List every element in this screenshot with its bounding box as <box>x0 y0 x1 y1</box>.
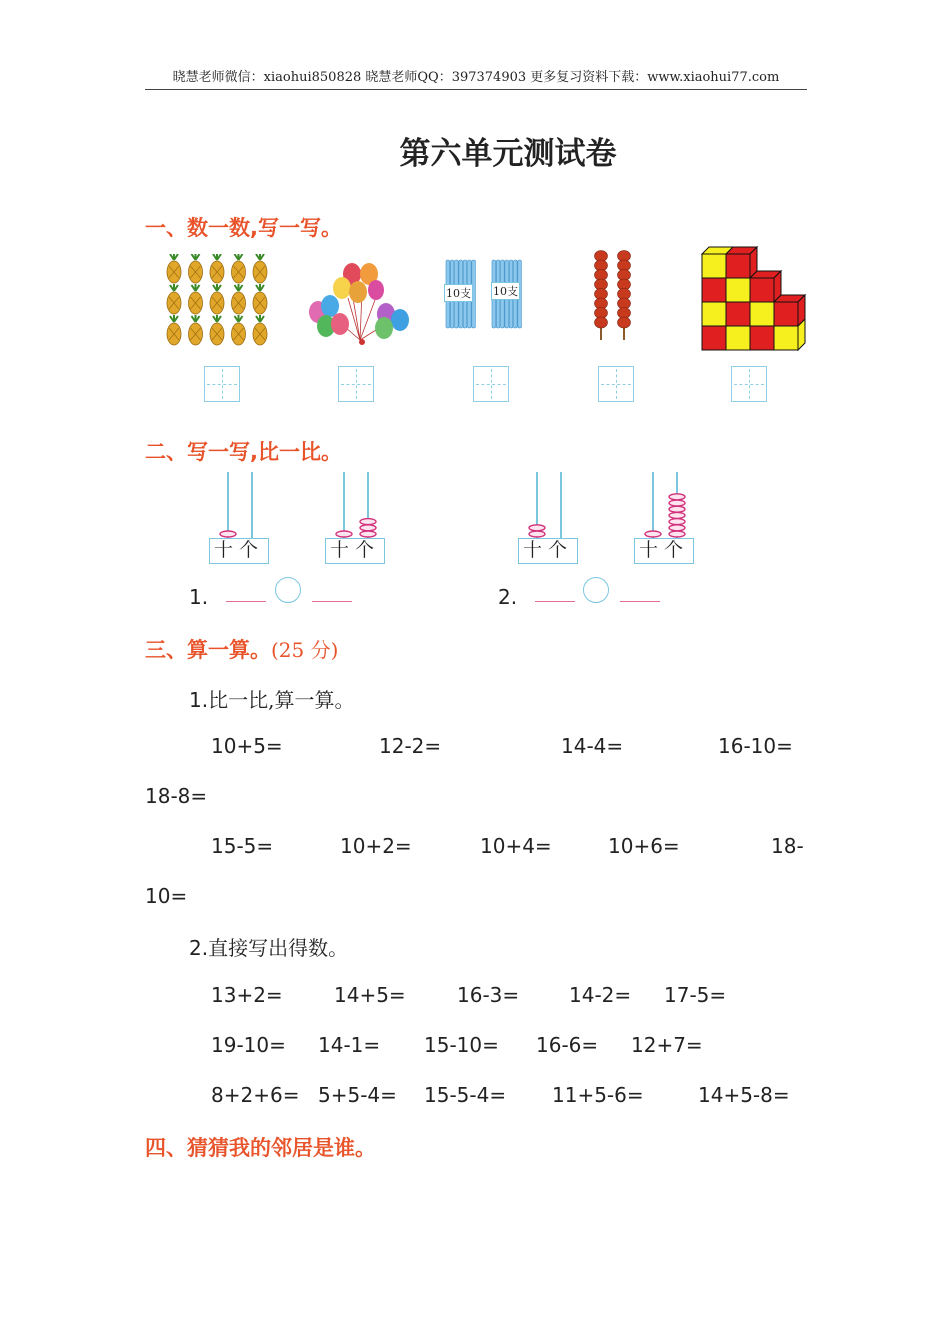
abacus-2 <box>325 472 387 566</box>
answer-box[interactable] <box>598 366 634 402</box>
equation: 12-2= <box>379 734 442 758</box>
page-title: 第六单元测试卷 <box>399 136 617 172</box>
abacus-label: 十个 <box>518 538 578 564</box>
section-2-heading: 二、写一写,比一比。 <box>145 440 342 464</box>
subquestion-1: 1.比一比,算一算。 <box>189 688 355 712</box>
answer-box[interactable] <box>731 366 767 402</box>
page-header: 晓慧老师微信：xiaohui850828 晓慧老师QQ：397374903 更多复习资料下载：www.xiaohui77.com <box>145 66 807 90</box>
equation: 15-10= <box>424 1033 499 1057</box>
equation: 14+5-8= <box>698 1083 790 1107</box>
bundle-label-1: 10支 <box>444 284 473 302</box>
section-1-heading: 一、数一数,写一写。 <box>145 216 342 240</box>
equation: 5+5-4= <box>318 1083 397 1107</box>
equation: 17-5= <box>664 983 727 1007</box>
abacus-3 <box>518 472 580 566</box>
section-3-title: 三、算一算。 <box>145 638 271 662</box>
equation: 16-3= <box>457 983 520 1007</box>
answer-box[interactable] <box>338 366 374 402</box>
equation: 11+5-6= <box>552 1083 644 1107</box>
equation: 15-5= <box>211 834 274 858</box>
compare-q1-number: 1. <box>189 585 209 609</box>
answer-blank[interactable] <box>312 600 352 602</box>
equation: 10+2= <box>340 834 412 858</box>
compare-circle[interactable] <box>275 577 301 603</box>
compare-circle[interactable] <box>583 577 609 603</box>
abacus-1 <box>209 472 271 566</box>
equation: 10= <box>145 884 188 908</box>
section-3-heading <box>145 634 338 664</box>
abacus-label: 十个 <box>325 538 385 564</box>
compare-q2-number: 2. <box>498 585 518 609</box>
section-4-heading: 四、猜猜我的邻居是谁。 <box>145 1136 376 1160</box>
equation: 14-2= <box>569 983 632 1007</box>
section-3-points: (25 分) <box>271 638 339 662</box>
answer-blank[interactable] <box>226 600 266 602</box>
equation: 10+6= <box>608 834 680 858</box>
equation: 10+4= <box>480 834 552 858</box>
cubes-image <box>700 246 810 354</box>
equation: 16-6= <box>536 1033 599 1057</box>
answer-blank[interactable] <box>620 600 660 602</box>
equation: 18- <box>771 834 804 858</box>
equation: 12+7= <box>631 1033 703 1057</box>
equation: 19-10= <box>211 1033 286 1057</box>
answer-box[interactable] <box>473 366 509 402</box>
equation: 15-5-4= <box>424 1083 507 1107</box>
equation: 13+2= <box>211 983 283 1007</box>
candied-fruit-image <box>588 246 638 342</box>
abacus-label: 十个 <box>209 538 269 564</box>
bundle-label-2: 10支 <box>491 282 520 300</box>
answer-box[interactable] <box>204 366 240 402</box>
equation: 8+2+6= <box>211 1083 300 1107</box>
equation: 16-10= <box>718 734 793 758</box>
equation: 10+5= <box>211 734 283 758</box>
equation: 18-8= <box>145 784 208 808</box>
equation: 14-4= <box>561 734 624 758</box>
equation: 14+5= <box>334 983 406 1007</box>
abacus-4 <box>634 472 696 566</box>
pineapples-image <box>163 254 275 346</box>
balloons-image <box>300 258 416 350</box>
subquestion-2: 2.直接写出得数。 <box>189 936 349 960</box>
equation: 14-1= <box>318 1033 381 1057</box>
abacus-label: 十个 <box>634 538 694 564</box>
answer-blank[interactable] <box>535 600 575 602</box>
